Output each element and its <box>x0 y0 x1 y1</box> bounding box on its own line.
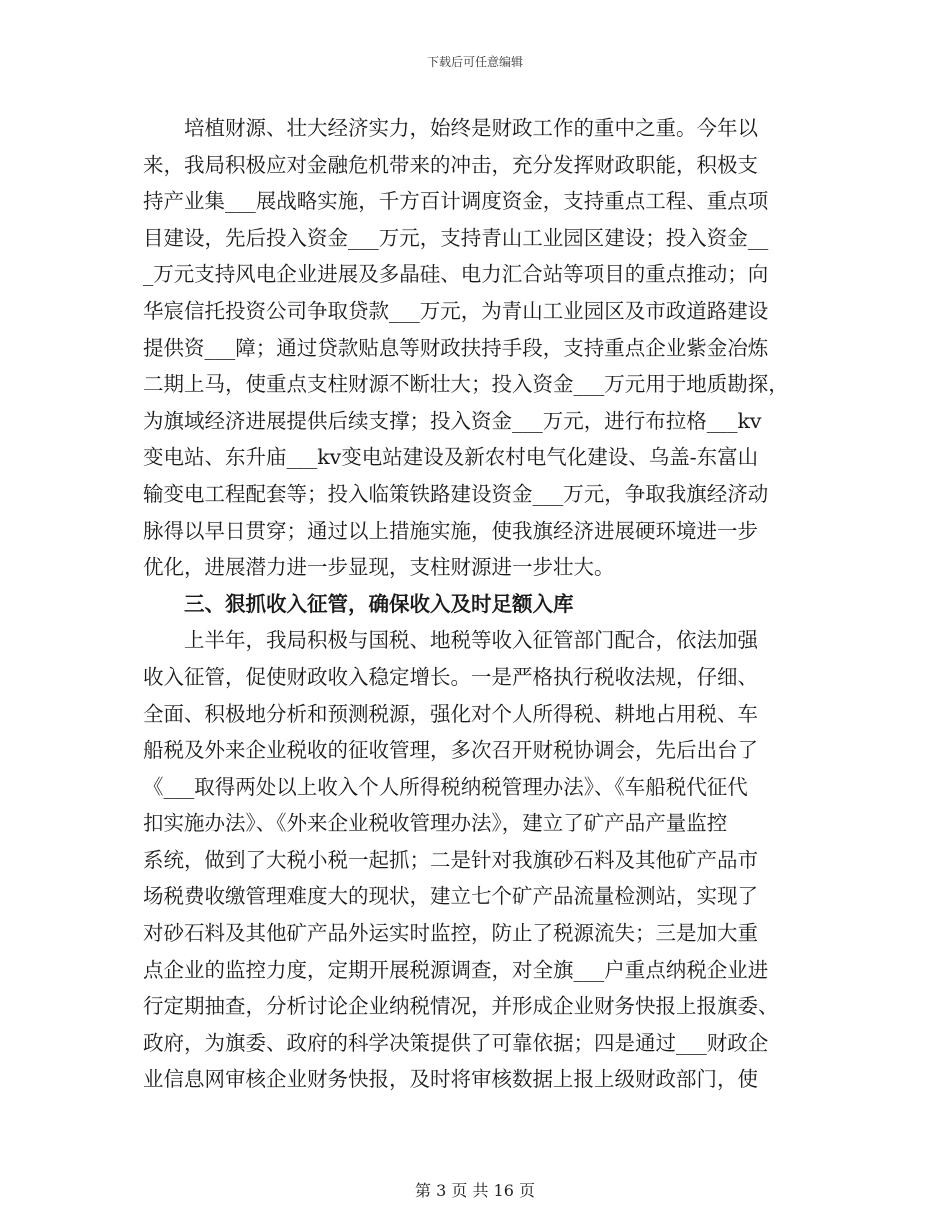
paragraph-line: 脉得以早日贯穿；通过以上措施实施，使我旗经济进展硬环境进一步 <box>143 518 758 543</box>
paragraph-line: 点企业的监控力度，定期开展税源调查，对全旗___户重点纳税企业进 <box>143 957 769 982</box>
paragraph-line: 变电站、东升庙___kv变电站建设及新农村电气化建设、乌盖-东富山 <box>143 445 759 470</box>
paragraph-line: 船税及外来企业税收的征收管理，多次召开财税协调会，先后出台了 <box>143 738 758 763</box>
paragraph-line: 提供资___障；通过贷款贴息等财政扶持手段，支持重点企业紫金冶炼 <box>143 335 769 360</box>
paragraph-line: 收入征管，促使财政收入稳定增长。一是严格执行税收法规，仔细、 <box>143 664 758 689</box>
paragraph-line: 全面、积极地分析和预测税源，强化对个人所得税、耕地占用税、车 <box>143 701 758 726</box>
page-footer: 第 3 页 共 16 页 <box>415 1181 535 1200</box>
paragraph-line: 行定期抽查，分析讨论企业纳税情况，并形成企业财务快报上报旗委、 <box>143 994 779 1019</box>
paragraph-line: 系统，做到了大税小税一起抓；二是针对我旗砂石料及其他矿产品市 <box>143 847 758 872</box>
page-header: 下载后可任意编辑 <box>426 55 523 69</box>
paragraph-line: 华宸信托投资公司争取贷款___万元，为青山工业园区及市政道路建设 <box>143 298 769 323</box>
section-heading: 三、狠抓收入征管，确保收入及时足额入库 <box>143 591 574 616</box>
paragraph-line: 二期上马，使重点支柱财源不断壮大；投入资金___万元用于地质勘探， <box>143 372 789 397</box>
paragraph-line: 优化，进展潜力进一步显现，支柱财源进一步壮大。 <box>143 555 615 580</box>
paragraph-line: 扣实施办法》、《外来企业税收管理办法》，建立了矿产品产量监控 <box>143 811 728 836</box>
paragraph-line: 政府，为旗委、政府的科学决策提供了可靠依据；四是通过___财政企 <box>143 1030 769 1055</box>
paragraph-line: _万元支持风电企业进展及多晶硅、电力汇合站等项目的重点推动；向 <box>143 262 769 287</box>
paragraph-line: 输变电工程配套等；投入临策铁路建设资金___万元，争取我旗经济动 <box>143 481 769 506</box>
paragraph-line: 持产业集___展战略实施，千方百计调度资金，支持重点工程、重点项 <box>143 189 769 214</box>
paragraph-line: 场税费收缴管理难度大的现状，建立七个矿产品流量检测站，实现了 <box>143 884 758 909</box>
paragraph-line: 来，我局积极应对金融危机带来的冲击，充分发挥财政职能，积极支 <box>143 152 758 177</box>
paragraph-line: 培植财源、壮大经济实力，始终是财政工作的重中之重。今年以 <box>143 116 758 140</box>
paragraph-line: 业信息网审核企业财务快报，及时将审核数据上报上级财政部门，使 <box>143 1067 758 1092</box>
paragraph-line: 对砂石料及其他矿产品外运实时监控，防止了税源流失；三是加大重 <box>143 921 758 946</box>
document-body <box>143 110 808 1098</box>
paragraph-line: 为旗域经济进展提供后续支撑；投入资金___万元，进行布拉格___kv <box>143 408 762 433</box>
paragraph-line: 《___取得两处以上收入个人所得税纳税管理办法》、《车船税代征代 <box>143 774 748 799</box>
paragraph-line: 上半年，我局积极与国税、地税等收入征管部门配合，依法加强 <box>143 628 758 653</box>
paragraph-line: 目建设，先后投入资金___万元，支持青山工业园区建设；投入资金__ <box>143 225 769 250</box>
